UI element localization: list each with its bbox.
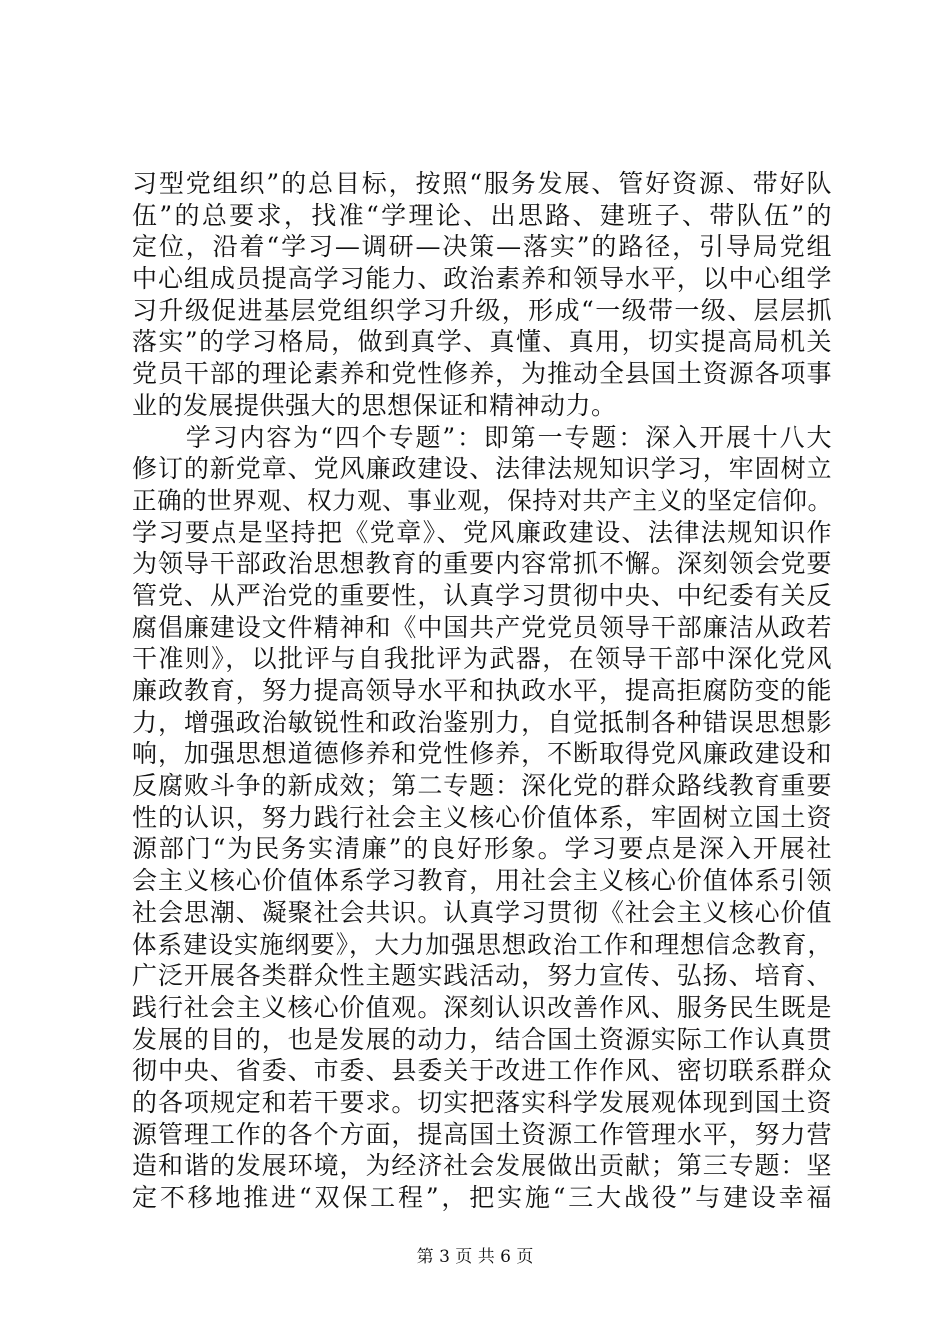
text-line: 响，加强思想道德修养和党性修养，不断取得党风廉政建设和 [132, 739, 832, 769]
text-line: 彻中央、省委、市委、县委关于改进工作作风、密切联系群众 [132, 1056, 832, 1086]
text-line: 正确的世界观、权力观、事业观，保持对共产主义的坚定信仰。 [132, 485, 832, 515]
text-line: 党员干部的理论素养和党性修养，为推动全县国土资源各项事 [132, 359, 832, 389]
text-line: 定不移地推进“双保工程”，把实施“三大战役”与建设幸福 [132, 1183, 832, 1212]
text-line: 腐倡廉建设文件精神和《中国共产党党员领导干部廉洁从政若 [132, 612, 832, 642]
text-line: 修订的新党章、党风廉政建设、法律法规知识学习，牢固树立 [132, 454, 832, 484]
document-body [132, 168, 832, 1214]
text-line: 会主义核心价值体系学习教育，用社会主义核心价值体系引领 [132, 866, 832, 896]
text-line: 践行社会主义核心价值观。深刻认识改善作风、服务民生既是 [132, 992, 832, 1022]
text-line: 中心组成员提高学习能力、政治素养和领导水平，以中心组学 [132, 264, 832, 294]
text-line: 源管理工作的各个方面，提高国土资源工作管理水平，努力营 [132, 1119, 832, 1149]
text-line: 广泛开展各类群众性主题实践活动，努力宣传、弘扬、培育、 [132, 961, 832, 991]
text-line: 社会思潮、凝聚社会共识。认真学习贯彻《社会主义核心价值 [132, 897, 832, 927]
page-number-footer: 第 3 页 共 6 页 [416, 1247, 534, 1267]
text-line: 定位，沿着“学习—调研—决策—落实”的路径，引导局党组 [132, 232, 832, 262]
text-line: 体系建设实施纲要》，大力加强思想政治工作和理想信念教育， [132, 929, 832, 959]
text-line: 业的发展提供强大的思想保证和精神动力。 [132, 390, 617, 420]
text-line: 落实”的学习格局，做到真学、真懂、真用，切实提高局机关 [132, 327, 832, 357]
text-line: 廉政教育，努力提高领导水平和执政水平，提高拒腐防变的能 [132, 676, 832, 705]
text-line: 力，增强政治敏锐性和政治鉴别力，自觉抵制各种错误思想影 [132, 707, 832, 737]
text-line: 造和谐的发展环境，为经济社会发展做出贡献；第三专题：坚 [132, 1151, 832, 1181]
text-line: 源部门“为民务实清廉”的良好形象。学习要点是深入开展社 [132, 834, 832, 864]
text-line: 发展的目的，也是发展的动力，结合国土资源实际工作认真贯 [132, 1024, 832, 1054]
text-line: 习升级促进基层党组织学习升级，形成“一级带一级、层层抓 [132, 295, 832, 325]
text-line: 学习要点是坚持把《党章》、党风廉政建设、法律法规知识作 [132, 517, 832, 547]
text-line: 习型党组织”的总目标，按照“服务发展、管好资源、带好队 [132, 169, 832, 198]
text-line: 干准则》，以批评与自我批评为武器，在领导干部中深化党风 [132, 644, 832, 674]
text-line: 的各项规定和若干要求。切实把落实科学发展观体现到国土资 [132, 1087, 832, 1117]
text-line: 为领导干部政治思想教育的重要内容常抓不懈。深刻领会党要 [132, 549, 832, 579]
text-line: 伍”的总要求，找准“学理论、出思路、建班子、带队伍”的 [132, 200, 832, 230]
text-line: 管党、从严治党的重要性，认真学习贯彻中央、中纪委有关反 [132, 580, 832, 610]
text-line: 学习内容为“四个专题”：即第一专题：深入开展十八大 [132, 422, 832, 452]
text-line: 反腐败斗争的新成效；第二专题：深化党的群众路线教育重要 [132, 771, 832, 801]
text-line: 性的认识，努力践行社会主义核心价值体系，牢固树立国土资 [132, 802, 832, 832]
